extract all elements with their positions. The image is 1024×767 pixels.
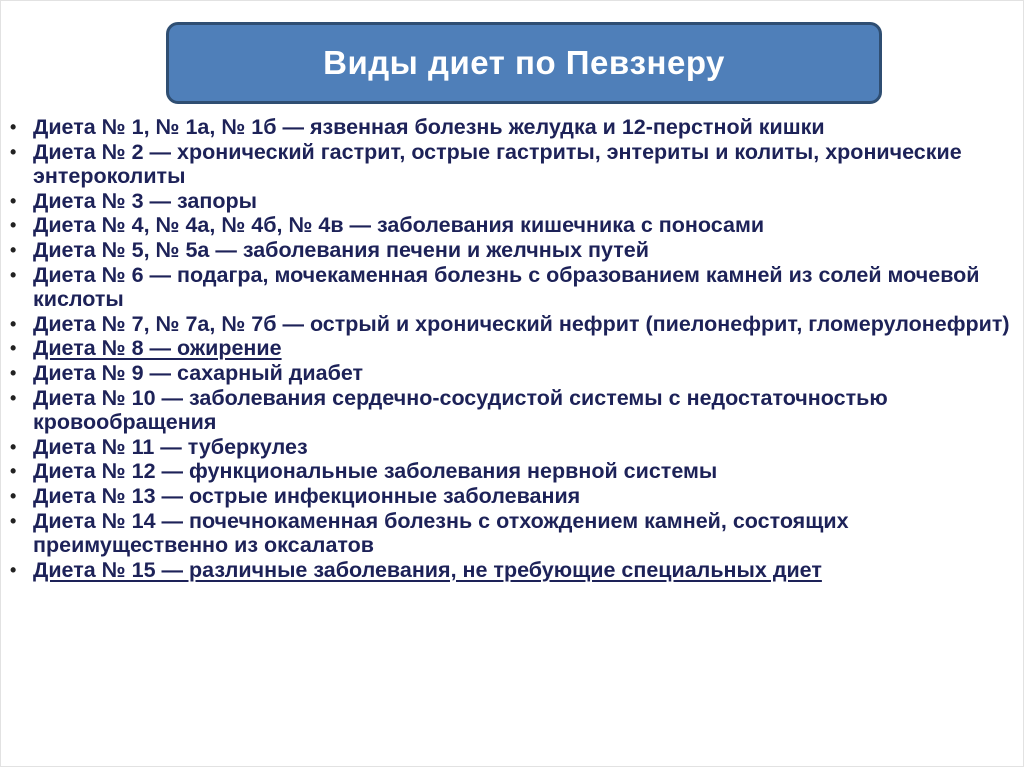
- list-item: [7, 312, 1017, 337]
- list-item: [7, 484, 1017, 509]
- bullet-icon: •: [10, 313, 17, 334]
- item-text: Диета № 5, № 5а — заболевания печени и желчных путей: [33, 237, 649, 262]
- list-item: [7, 386, 1017, 435]
- item-text: Диета № 14 — почечнокаменная болезнь с отхождением камней, состоящих преимущественно из оксалатов: [33, 508, 849, 558]
- item-text: Диета № 6 — подагра, мочекаменная болезнь с образованием камней из солей мочевой кислоты: [33, 262, 980, 312]
- list-item[interactable]: [7, 558, 1017, 583]
- item-text: Диета № 7, № 7а, № 7б — острый и хронический нефрит (пиелонефрит, гломерулонефрит): [33, 311, 1010, 336]
- item-text: Диета № 1, № 1а, № 1б — язвенная болезнь желудка и 12-перстной кишки: [33, 115, 825, 139]
- list-item: [7, 435, 1017, 460]
- list-item: [7, 189, 1017, 214]
- item-text: Диета № 10 — заболевания сердечно-сосудистой системы с недостаточностью кровообращения: [33, 385, 888, 435]
- item-text: Диета № 2 — хронический гастрит, острые гастриты, энтериты и колиты, хронические энтероколиты: [33, 139, 962, 189]
- slide-title: Виды диет по Певзнеру: [323, 44, 725, 81]
- item-text: Диета № 4, № 4а, № 4б, № 4в — заболевания кишечника с поносами: [33, 213, 765, 238]
- list-item: [7, 361, 1017, 386]
- list-item: [7, 238, 1017, 263]
- bullet-icon: •: [10, 387, 17, 408]
- list-item[interactable]: [7, 336, 1017, 361]
- item-text: Диета № 9 — сахарный диабет: [33, 360, 364, 385]
- bullet-icon: •: [10, 436, 17, 457]
- bullet-icon: •: [10, 559, 17, 580]
- bullet-icon: •: [10, 338, 17, 359]
- list-item: [7, 459, 1017, 484]
- bullet-icon: •: [10, 117, 17, 137]
- bullet-icon: •: [10, 362, 17, 383]
- bullet-icon: •: [10, 461, 17, 482]
- bullet-icon: •: [10, 239, 17, 260]
- list-item: [7, 115, 1017, 140]
- bullet-icon: •: [10, 510, 17, 531]
- item-text: Диета № 11 — туберкулез: [33, 434, 308, 459]
- item-text: Диета № 12 — функциональные заболевания нервной системы: [33, 459, 718, 484]
- item-text: Диета № 13 — острые инфекционные заболевания: [33, 483, 581, 508]
- bullet-icon: •: [10, 215, 17, 236]
- diet-list: [7, 115, 1017, 582]
- bullet-icon: •: [10, 485, 17, 506]
- bullet-icon: •: [10, 141, 17, 162]
- list-item: [7, 509, 1017, 558]
- list-item: [7, 263, 1017, 312]
- item-link-text[interactable]: Диета № 15 — различные заболевания, не требующие специальных диет: [33, 557, 822, 582]
- bullet-icon: •: [10, 264, 17, 285]
- item-link-text[interactable]: Диета № 8 — ожирение: [33, 336, 282, 361]
- bullet-icon: •: [10, 190, 17, 211]
- title-banner: [166, 22, 882, 104]
- list-item: [7, 213, 1017, 238]
- list-item: [7, 140, 1017, 189]
- item-text: Диета № 3 — запоры: [33, 188, 257, 213]
